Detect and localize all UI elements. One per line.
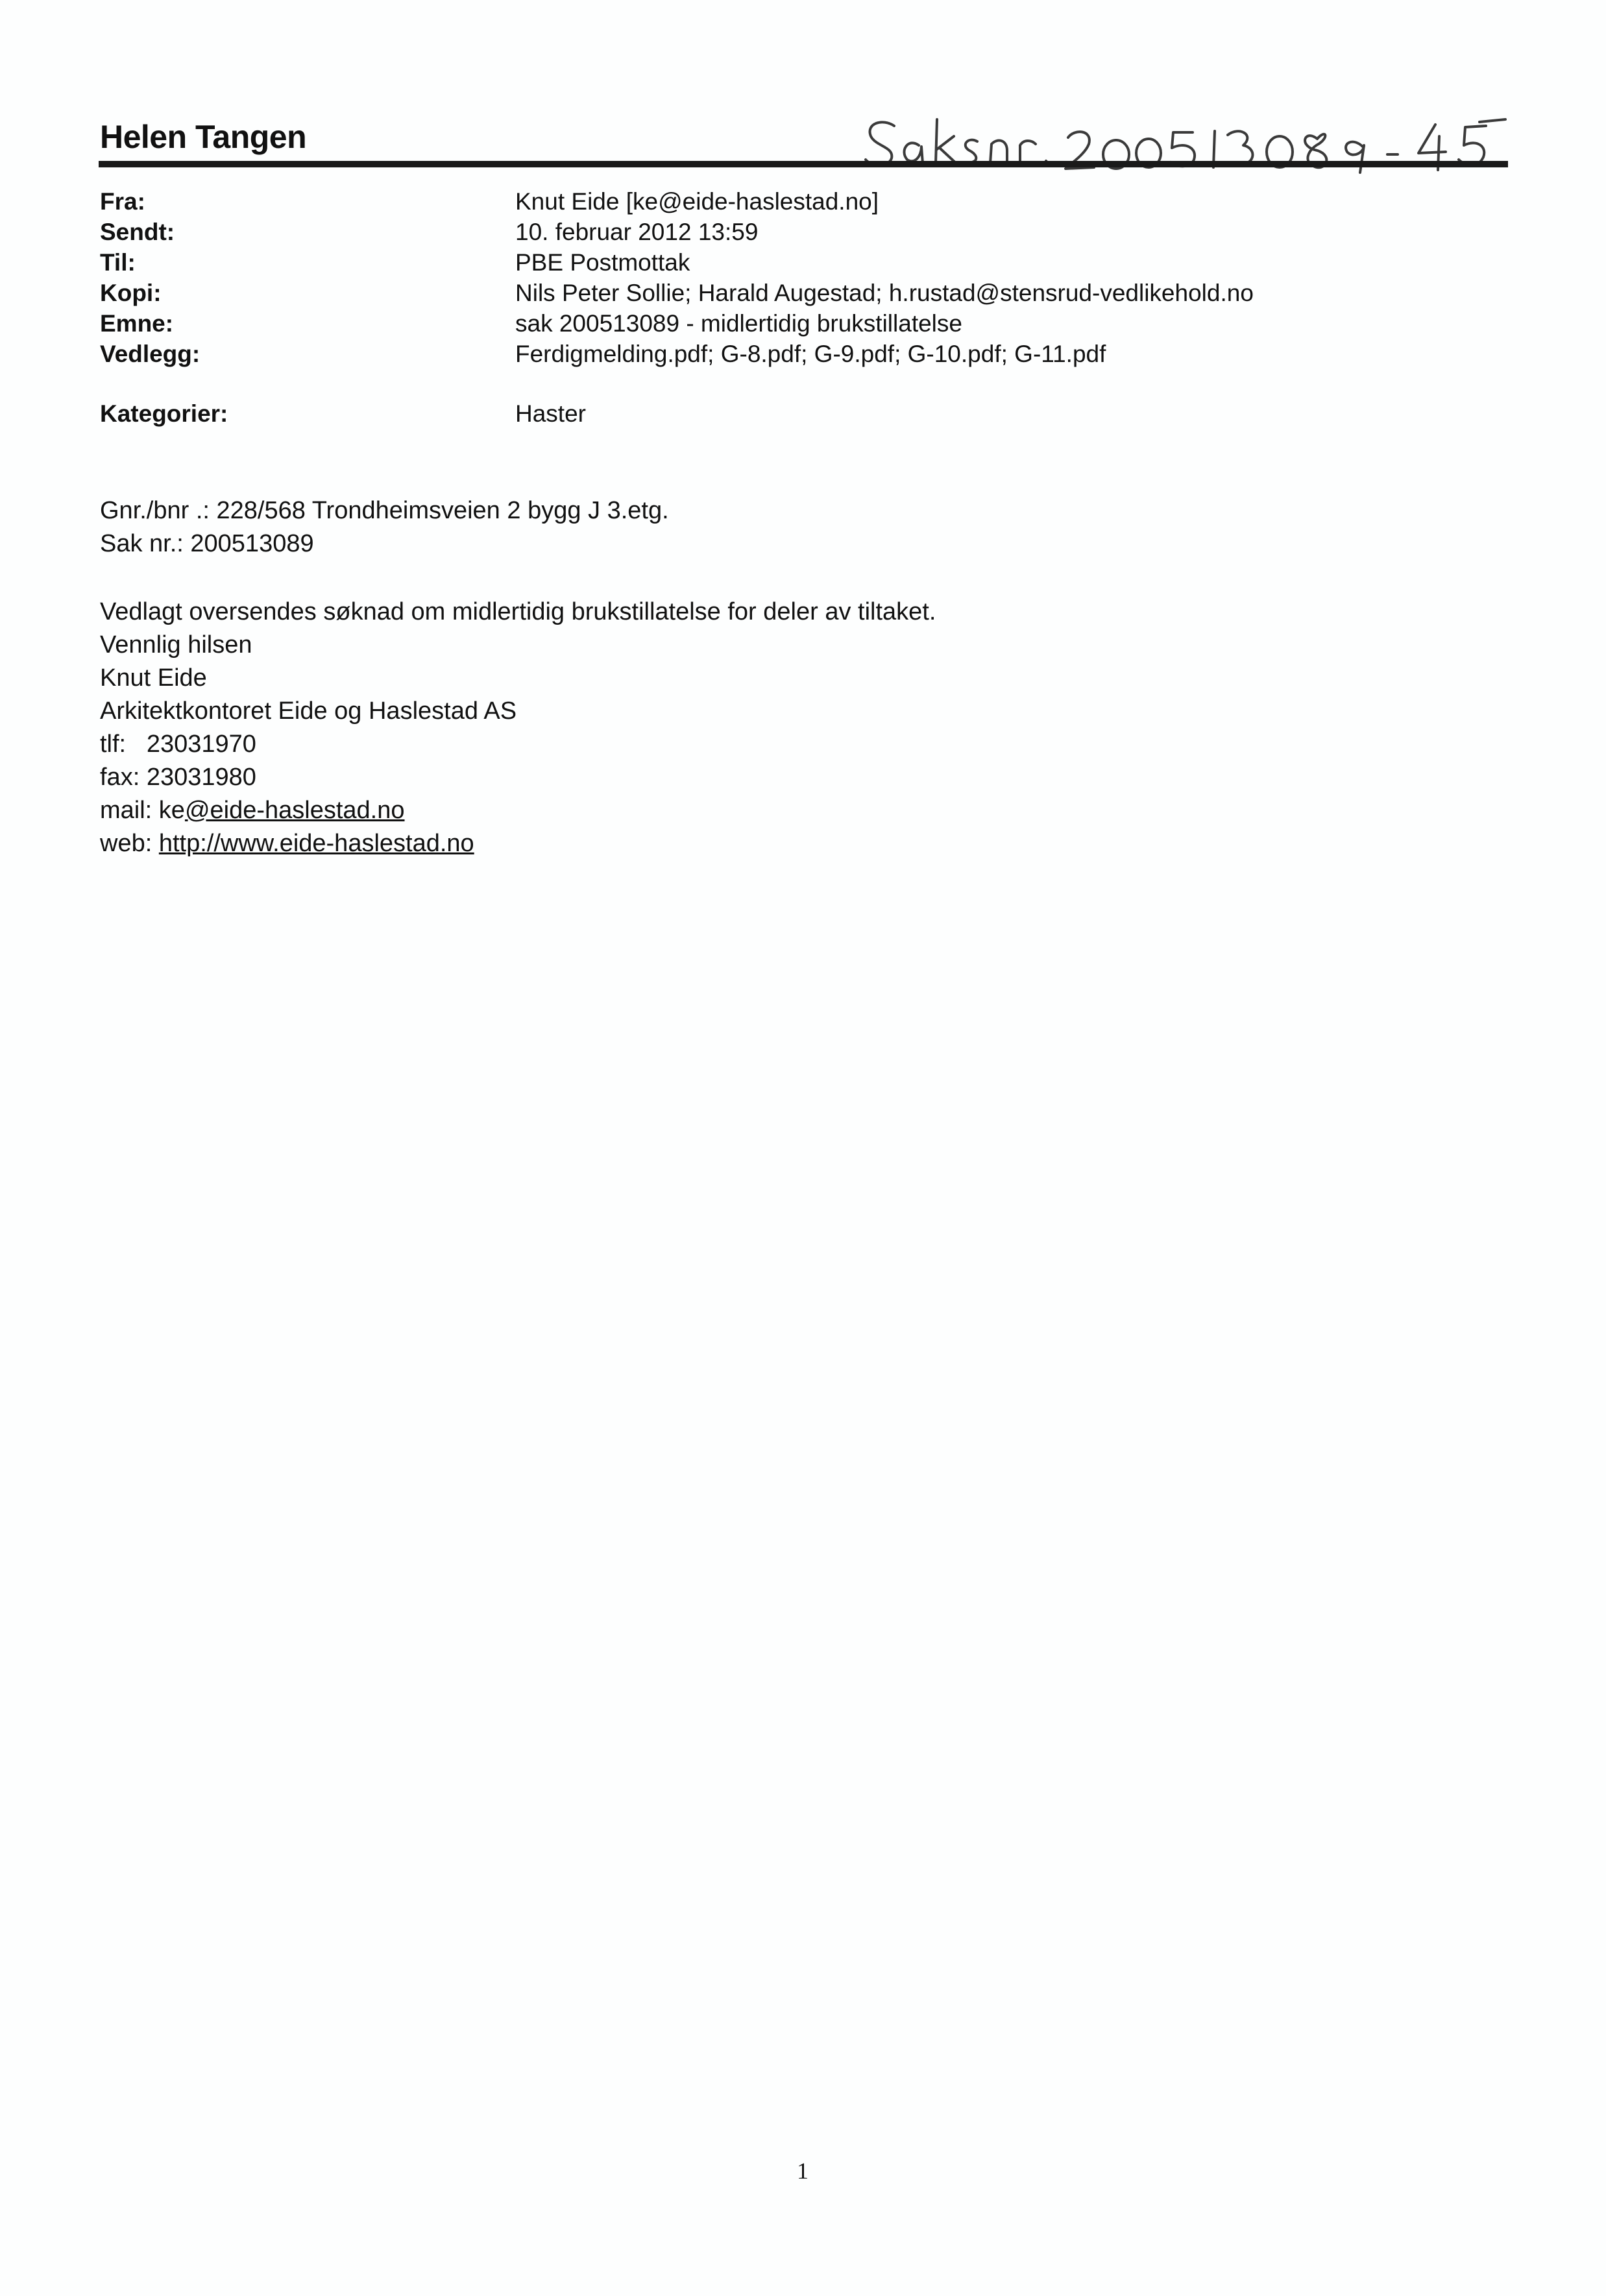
phone-number: 23031970 <box>146 731 256 758</box>
category-value: Haster <box>515 400 586 427</box>
category-label: Kategorier: <box>100 400 228 427</box>
header-divider <box>99 161 1508 167</box>
cc-value: Nils Peter Sollie; Harald Augestad; h.rustad@stensrud-vedlikehold.no <box>515 280 1254 306</box>
paragraph-gap <box>100 561 1463 596</box>
from-value: Knut Eide [ke@eide-haslestad.no] <box>515 188 879 215</box>
phone-label: tlf: <box>100 731 127 758</box>
page-number: 1 <box>797 2158 809 2184</box>
message-text: Vedlagt oversendes søknad om midlertidig brukstillatelse for deler av tiltaket. <box>100 598 936 625</box>
mail-link[interactable]: @eide-haslestad.no <box>184 797 405 824</box>
header-gap <box>100 371 1527 400</box>
signature-name: Knut Eide <box>100 664 207 692</box>
case-number: Sak nr.: 200513089 <box>100 530 314 557</box>
mail-prefix: ke <box>158 797 185 824</box>
header-row-to <box>100 249 1527 280</box>
header-row-from <box>100 188 1527 219</box>
attachments-value: Ferdigmelding.pdf; G-8.pdf; G-9.pdf; G-10.pdf; G-11.pdf <box>515 341 1106 367</box>
handwritten-case-number <box>857 83 1531 174</box>
subject-value: sak 200513089 - midlertidig brukstillatelse <box>515 310 962 337</box>
to-value: PBE Postmottak <box>515 249 690 276</box>
to-label: Til: <box>100 249 136 276</box>
sent-value: 10. februar 2012 13:59 <box>515 219 759 245</box>
cc-label: Kopi: <box>100 280 162 306</box>
company-name: Arkitektkontoret Eide og Haslestad AS <box>100 697 517 725</box>
property-reference: Gnr./bnr .: 228/568 Trondheimsveien 2 bygg J 3.etg. <box>100 497 669 524</box>
header-row-category <box>100 400 1527 431</box>
header-row-cc <box>100 280 1527 310</box>
web-line <box>100 827 1463 860</box>
fax-label: fax: <box>100 764 140 791</box>
fax-line <box>100 761 1463 794</box>
phone-line <box>100 728 1463 761</box>
from-label: Fra: <box>100 188 145 215</box>
closing-text: Vennlig hilsen <box>100 631 252 659</box>
email-body <box>100 494 1463 860</box>
sent-label: Sendt: <box>100 219 175 245</box>
header-row-sent <box>100 219 1527 249</box>
header-row-subject <box>100 310 1527 341</box>
mail-line <box>100 794 1463 827</box>
attachments-label: Vedlegg: <box>100 341 201 367</box>
web-label: web: <box>100 830 152 857</box>
mail-label: mail: <box>100 797 152 824</box>
subject-label: Emne: <box>100 310 174 337</box>
mailbox-owner-name: Helen Tangen <box>100 119 307 155</box>
web-link[interactable]: http://www.eide-haslestad.no <box>158 830 474 857</box>
header-row-attachments <box>100 341 1527 371</box>
email-header <box>100 188 1527 431</box>
fax-number: 23031980 <box>146 764 256 791</box>
